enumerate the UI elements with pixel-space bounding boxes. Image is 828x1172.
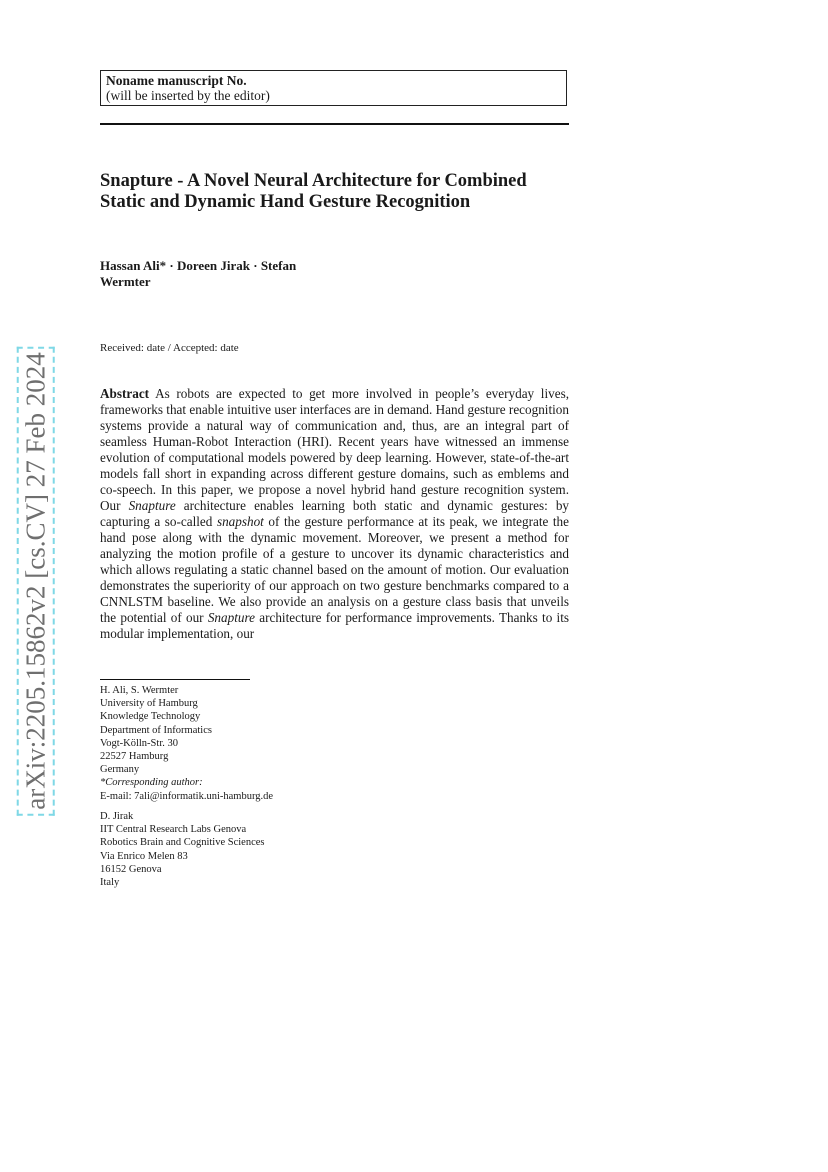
manuscript-note: (will be inserted by the editor) xyxy=(106,88,270,103)
affiliation-2 xyxy=(100,810,400,889)
authors xyxy=(100,258,400,290)
affiliation-2-unit: Robotics Brain and Cognitive Sciences xyxy=(100,837,265,849)
affiliation-1-department: Department of Informatics xyxy=(100,724,212,736)
manuscript-number: Noname manuscript No. xyxy=(106,73,247,88)
corresponding-author: *Corresponding author: xyxy=(100,777,203,789)
affiliation-1-email: E-mail: 7ali@informatik.uni-hamburg.de xyxy=(100,790,274,802)
affiliation-1-university: University of Hamburg xyxy=(100,698,198,710)
affiliation-2-name: D. Jirak xyxy=(100,811,134,822)
abstract-label: Abstract xyxy=(100,386,150,401)
affiliation-2-street: Via Enrico Melen 83 xyxy=(100,850,188,862)
abstract-em-1: Snapture xyxy=(128,498,176,513)
abstract-text-2: architecture enables learning both static and dynamic gestures: by capturing a so-called xyxy=(100,498,570,529)
abstract-text-4: architecture for performance improvements. Thanks to its modular implementation, our xyxy=(100,610,569,641)
header-rule xyxy=(100,123,569,125)
footnote-rule xyxy=(100,679,250,680)
manuscript-box xyxy=(100,70,567,106)
affiliation-1-country: Germany xyxy=(100,764,140,776)
affiliation-2-city: 16152 Genova xyxy=(100,863,162,875)
affiliation-1-city: 22527 Hamburg xyxy=(100,751,169,763)
affiliation-2-country: Italy xyxy=(100,877,120,889)
paper-title: Snapture - A Novel Neural Architecture for Combined Static and Dynamic Hand Gesture Recognition xyxy=(100,171,527,212)
abstract-em-2: snapshot xyxy=(216,514,264,529)
affiliation-1 xyxy=(100,684,400,803)
abstract xyxy=(100,386,569,642)
arxiv-stamp xyxy=(14,336,58,826)
received-line: Received: date / Accepted: date xyxy=(100,342,239,354)
abstract-text-1: As robots are expected to get more involved in people’s everyday lives, frameworks that enable intuitive user interfaces are in demand. Hand gesture recognition systems provide a natural way of communication and, thus, are an integral part of seamless Human-Robot Interaction (HRI). Recent years have witnessed an immense evolution of computational models powered by deep learning. However, state-of-the-art models fall short in expanding across different gesture domains, such as emblems and co-speech. In this paper, we propose a novel hybrid hand gesture recognition system. Our xyxy=(100,386,569,513)
affiliation-1-street: Vogt-Kölln-Str. 30 xyxy=(100,737,178,749)
affiliation-1-group: Knowledge Technology xyxy=(100,711,201,723)
arxiv-id: arXiv:2205.15862v2 [cs.CV] 27 Feb 2024 xyxy=(17,346,55,815)
abstract-text-3: of the gesture performance at its peak, we integrate the hand pose along with the dynamic movement. Moreover, we present a method for analyzing the motion profile of a gesture to uncover its dynamic characteristics and which allows regulating a static channel based on the amount of motion. Our evaluation demonstrates the superiority of our approach on two gesture benchmarks compared to a CNNLSTM baseline. We also provide an analysis on a gesture class basis that unveils the potential of our xyxy=(100,514,570,625)
authors-line-1: Hassan Ali* · Doreen Jirak · Stefan xyxy=(100,258,297,273)
affiliation-2-institute: IIT Central Research Labs Genova xyxy=(100,824,247,836)
abstract-em-3: Snapture xyxy=(207,610,255,625)
affiliation-1-name: H. Ali, S. Wermter xyxy=(100,685,179,696)
authors-line-2: Wermter xyxy=(100,274,151,289)
